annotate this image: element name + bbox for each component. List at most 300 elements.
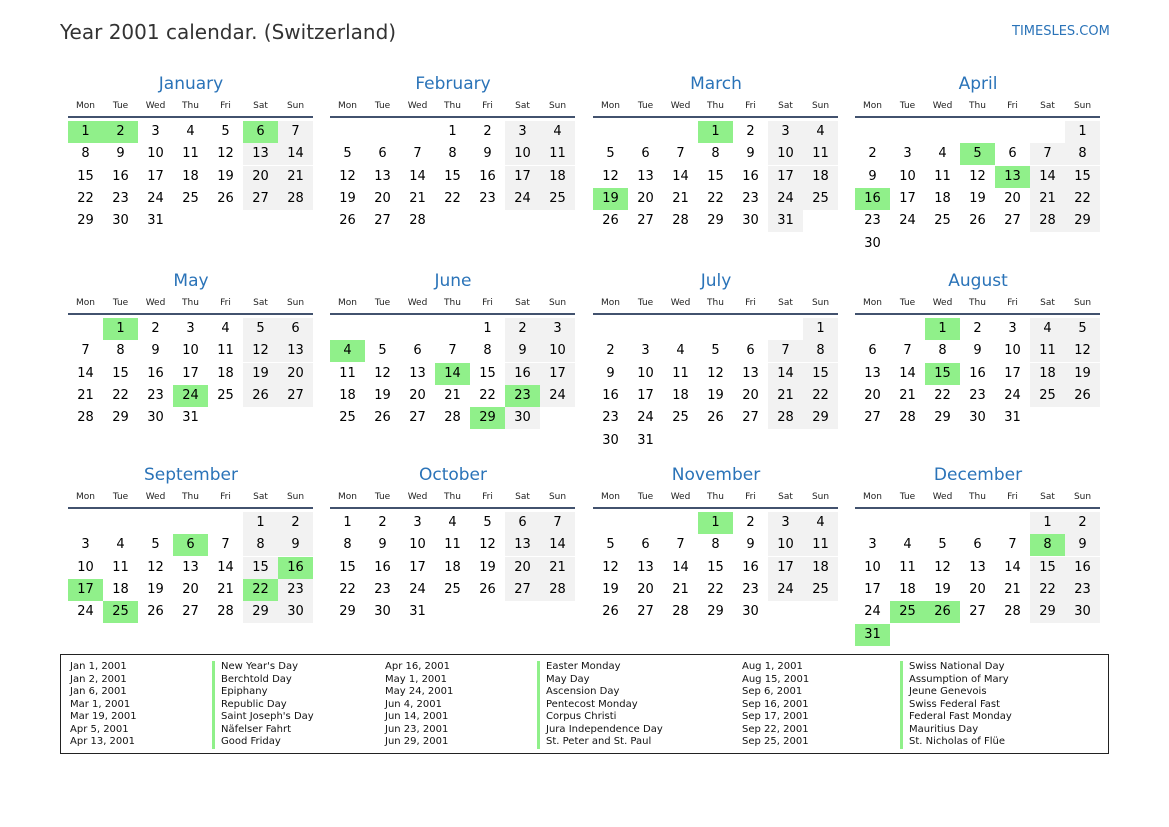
day-cell[interactable]: 10: [77, 559, 94, 575]
day-cell[interactable]: 31: [182, 410, 199, 426]
day-cell[interactable]: 4: [1030, 318, 1065, 340]
day-cell[interactable]: 27: [637, 213, 654, 229]
day-cell[interactable]: 9: [116, 146, 125, 162]
day-cell[interactable]: 2: [1065, 512, 1100, 534]
day-cell[interactable]: 21: [768, 385, 803, 407]
day-cell[interactable]: 26: [374, 410, 391, 426]
day-cell[interactable]: 26: [243, 385, 278, 407]
day-cell[interactable]: 23: [1065, 579, 1100, 601]
day-cell[interactable]: 8: [483, 343, 492, 359]
day-cell[interactable]: 21: [672, 581, 689, 597]
day-cell[interactable]: 20: [243, 166, 278, 188]
day-cell[interactable]: 12: [602, 559, 619, 575]
day-cell[interactable]: 7: [1008, 537, 1017, 553]
day-cell[interactable]: 20: [1004, 190, 1021, 206]
day-cell[interactable]: 23: [112, 190, 129, 206]
day-cell[interactable]: 15: [243, 557, 278, 579]
holiday-day-cell[interactable]: 1: [68, 121, 103, 143]
day-cell[interactable]: 6: [868, 343, 877, 359]
day-cell[interactable]: 20: [278, 363, 313, 385]
day-cell[interactable]: 22: [707, 190, 724, 206]
day-cell[interactable]: 28: [540, 579, 575, 601]
day-cell[interactable]: 10: [182, 343, 199, 359]
holiday-day-cell[interactable]: 25: [103, 601, 138, 623]
day-cell[interactable]: 11: [444, 537, 461, 553]
day-cell[interactable]: 20: [864, 387, 881, 403]
day-cell[interactable]: 26: [339, 213, 356, 229]
day-cell[interactable]: 7: [413, 146, 422, 162]
day-cell[interactable]: 18: [540, 166, 575, 188]
day-cell[interactable]: 5: [606, 146, 615, 162]
day-cell[interactable]: 10: [899, 168, 916, 184]
day-cell[interactable]: 27: [278, 385, 313, 407]
day-cell[interactable]: 10: [637, 365, 654, 381]
day-cell[interactable]: 8: [803, 340, 838, 362]
day-cell[interactable]: 8: [448, 146, 457, 162]
day-cell[interactable]: 9: [746, 537, 755, 553]
day-cell[interactable]: 17: [147, 168, 164, 184]
day-cell[interactable]: 10: [1004, 343, 1021, 359]
day-cell[interactable]: 16: [742, 168, 759, 184]
day-cell[interactable]: 9: [973, 343, 982, 359]
holiday-day-cell[interactable]: 8: [1030, 534, 1065, 556]
day-cell[interactable]: 2: [378, 515, 387, 530]
day-cell[interactable]: 27: [243, 188, 278, 210]
day-cell[interactable]: 30: [1065, 601, 1100, 623]
day-cell[interactable]: 26: [147, 604, 164, 620]
day-cell[interactable]: 14: [217, 559, 234, 575]
day-cell[interactable]: 30: [969, 410, 986, 426]
day-cell[interactable]: 22: [707, 581, 724, 597]
day-cell[interactable]: 23: [479, 190, 496, 206]
day-cell[interactable]: 2: [483, 124, 492, 139]
day-cell[interactable]: 1: [483, 321, 492, 336]
day-cell[interactable]: 15: [707, 559, 724, 575]
day-cell[interactable]: 6: [641, 537, 650, 553]
day-cell[interactable]: 29: [1030, 601, 1065, 623]
day-cell[interactable]: 3: [768, 512, 803, 534]
day-cell[interactable]: 22: [1030, 579, 1065, 601]
day-cell[interactable]: 24: [409, 581, 426, 597]
day-cell[interactable]: 16: [1065, 557, 1100, 579]
day-cell[interactable]: 4: [803, 121, 838, 143]
day-cell[interactable]: 25: [803, 579, 838, 601]
day-cell[interactable]: 18: [217, 365, 234, 381]
day-cell[interactable]: 20: [182, 581, 199, 597]
day-cell[interactable]: 27: [505, 579, 540, 601]
day-cell[interactable]: 19: [339, 190, 356, 206]
day-cell[interactable]: 18: [803, 166, 838, 188]
holiday-day-cell[interactable]: 1: [698, 121, 733, 143]
day-cell[interactable]: 25: [182, 190, 199, 206]
day-cell[interactable]: 12: [217, 146, 234, 162]
day-cell[interactable]: 20: [374, 190, 391, 206]
holiday-day-cell[interactable]: 15: [925, 363, 960, 385]
day-cell[interactable]: 17: [505, 166, 540, 188]
day-cell[interactable]: 7: [221, 537, 230, 553]
day-cell[interactable]: 17: [637, 387, 654, 403]
day-cell[interactable]: 23: [742, 190, 759, 206]
day-cell[interactable]: 5: [221, 124, 230, 139]
day-cell[interactable]: 3: [868, 537, 877, 553]
day-cell[interactable]: 11: [217, 343, 234, 359]
day-cell[interactable]: 16: [479, 168, 496, 184]
day-cell[interactable]: 29: [707, 604, 724, 620]
day-cell[interactable]: 5: [343, 146, 352, 162]
day-cell[interactable]: 9: [278, 534, 313, 556]
day-cell[interactable]: 17: [768, 557, 803, 579]
day-cell[interactable]: 3: [768, 121, 803, 143]
day-cell[interactable]: 28: [278, 188, 313, 210]
day-cell[interactable]: 20: [969, 581, 986, 597]
day-cell[interactable]: 10: [540, 340, 575, 362]
day-cell[interactable]: 11: [672, 365, 689, 381]
day-cell[interactable]: 15: [707, 168, 724, 184]
day-cell[interactable]: 27: [742, 410, 759, 426]
day-cell[interactable]: 1: [343, 515, 352, 530]
day-cell[interactable]: 3: [1008, 321, 1017, 336]
day-cell[interactable]: 23: [742, 581, 759, 597]
day-cell[interactable]: 17: [768, 166, 803, 188]
day-cell[interactable]: 28: [672, 604, 689, 620]
day-cell[interactable]: 30: [742, 213, 759, 229]
day-cell[interactable]: 13: [505, 534, 540, 556]
day-cell[interactable]: 21: [217, 581, 234, 597]
day-cell[interactable]: 13: [864, 365, 881, 381]
day-cell[interactable]: 10: [768, 534, 803, 556]
day-cell[interactable]: 2: [278, 512, 313, 534]
day-cell[interactable]: 18: [339, 387, 356, 403]
day-cell[interactable]: 13: [742, 365, 759, 381]
day-cell[interactable]: 21: [899, 387, 916, 403]
day-cell[interactable]: 20: [409, 387, 426, 403]
day-cell[interactable]: 3: [540, 318, 575, 340]
day-cell[interactable]: 14: [672, 168, 689, 184]
day-cell[interactable]: 28: [899, 410, 916, 426]
day-cell[interactable]: 24: [768, 188, 803, 210]
day-cell[interactable]: 18: [112, 581, 129, 597]
holiday-day-cell[interactable]: 31: [855, 624, 890, 646]
day-cell[interactable]: 28: [1030, 210, 1065, 232]
day-cell[interactable]: 17: [182, 365, 199, 381]
day-cell[interactable]: 3: [151, 124, 160, 139]
day-cell[interactable]: 13: [243, 143, 278, 165]
holiday-day-cell[interactable]: 17: [68, 579, 103, 601]
day-cell[interactable]: 19: [1065, 363, 1100, 385]
day-cell[interactable]: 14: [1004, 559, 1021, 575]
day-cell[interactable]: 4: [448, 515, 457, 530]
day-cell[interactable]: 3: [186, 321, 195, 336]
day-cell[interactable]: 25: [934, 213, 951, 229]
day-cell[interactable]: 17: [540, 363, 575, 385]
day-cell[interactable]: 9: [1065, 534, 1100, 556]
day-cell[interactable]: 24: [540, 385, 575, 407]
day-cell[interactable]: 2: [973, 321, 982, 336]
day-cell[interactable]: 26: [602, 213, 619, 229]
day-cell[interactable]: 28: [1004, 604, 1021, 620]
day-cell[interactable]: 13: [637, 559, 654, 575]
day-cell[interactable]: 5: [483, 515, 492, 530]
day-cell[interactable]: 4: [938, 146, 947, 162]
day-cell[interactable]: 30: [602, 432, 619, 448]
day-cell[interactable]: 18: [803, 557, 838, 579]
day-cell[interactable]: 12: [1065, 340, 1100, 362]
day-cell[interactable]: 27: [864, 410, 881, 426]
holiday-day-cell[interactable]: 2: [103, 121, 138, 143]
holiday-day-cell[interactable]: 16: [278, 557, 313, 579]
day-cell[interactable]: 12: [243, 340, 278, 362]
day-cell[interactable]: 16: [374, 559, 391, 575]
day-cell[interactable]: 14: [540, 534, 575, 556]
day-cell[interactable]: 24: [147, 190, 164, 206]
day-cell[interactable]: 2: [606, 343, 615, 359]
day-cell[interactable]: 16: [602, 387, 619, 403]
day-cell[interactable]: 11: [803, 534, 838, 556]
day-cell[interactable]: 28: [77, 410, 94, 426]
day-cell[interactable]: 25: [339, 410, 356, 426]
day-cell[interactable]: 7: [903, 343, 912, 359]
day-cell[interactable]: 11: [899, 559, 916, 575]
day-cell[interactable]: 19: [243, 363, 278, 385]
day-cell[interactable]: 15: [479, 365, 496, 381]
day-cell[interactable]: 31: [147, 213, 164, 229]
day-cell[interactable]: 10: [864, 559, 881, 575]
day-cell[interactable]: 16: [147, 365, 164, 381]
day-cell[interactable]: 30: [147, 410, 164, 426]
day-cell[interactable]: 19: [602, 581, 619, 597]
day-cell[interactable]: 24: [1004, 387, 1021, 403]
day-cell[interactable]: 2: [505, 318, 540, 340]
day-cell[interactable]: 6: [1008, 146, 1017, 162]
day-cell[interactable]: 7: [540, 512, 575, 534]
day-cell[interactable]: 27: [182, 604, 199, 620]
day-cell[interactable]: 15: [112, 365, 129, 381]
day-cell[interactable]: 21: [444, 387, 461, 403]
day-cell[interactable]: 3: [903, 146, 912, 162]
day-cell[interactable]: 6: [746, 343, 755, 359]
day-cell[interactable]: 3: [81, 537, 90, 553]
day-cell[interactable]: 18: [934, 190, 951, 206]
day-cell[interactable]: 20: [742, 387, 759, 403]
day-cell[interactable]: 15: [1065, 166, 1100, 188]
day-cell[interactable]: 7: [1030, 143, 1065, 165]
day-cell[interactable]: 1: [1030, 512, 1065, 534]
day-cell[interactable]: 23: [602, 410, 619, 426]
day-cell[interactable]: 6: [973, 537, 982, 553]
day-cell[interactable]: 23: [278, 579, 313, 601]
day-cell[interactable]: 31: [1004, 410, 1021, 426]
day-cell[interactable]: 15: [444, 168, 461, 184]
day-cell[interactable]: 30: [864, 235, 881, 251]
day-cell[interactable]: 21: [1030, 188, 1065, 210]
day-cell[interactable]: 19: [374, 387, 391, 403]
day-cell[interactable]: 25: [444, 581, 461, 597]
day-cell[interactable]: 29: [112, 410, 129, 426]
day-cell[interactable]: 10: [505, 143, 540, 165]
holiday-day-cell[interactable]: 13: [995, 166, 1030, 188]
day-cell[interactable]: 4: [676, 343, 685, 359]
day-cell[interactable]: 24: [77, 604, 94, 620]
holiday-day-cell[interactable]: 19: [593, 188, 628, 210]
day-cell[interactable]: 20: [637, 581, 654, 597]
day-cell[interactable]: 7: [676, 146, 685, 162]
day-cell[interactable]: 7: [81, 343, 90, 359]
day-cell[interactable]: 18: [672, 387, 689, 403]
day-cell[interactable]: 24: [864, 604, 881, 620]
day-cell[interactable]: 28: [409, 213, 426, 229]
day-cell[interactable]: 1: [448, 124, 457, 139]
holiday-day-cell[interactable]: 1: [103, 318, 138, 340]
day-cell[interactable]: 25: [672, 410, 689, 426]
holiday-day-cell[interactable]: 25: [890, 601, 925, 623]
day-cell[interactable]: 9: [483, 146, 492, 162]
day-cell[interactable]: 19: [707, 387, 724, 403]
day-cell[interactable]: 25: [803, 188, 838, 210]
day-cell[interactable]: 25: [217, 387, 234, 403]
day-cell[interactable]: 19: [479, 559, 496, 575]
day-cell[interactable]: 22: [444, 190, 461, 206]
day-cell[interactable]: 4: [803, 512, 838, 534]
holiday-day-cell[interactable]: 6: [173, 534, 208, 556]
day-cell[interactable]: 7: [768, 340, 803, 362]
day-cell[interactable]: 27: [374, 213, 391, 229]
day-cell[interactable]: 16: [969, 365, 986, 381]
day-cell[interactable]: 10: [768, 143, 803, 165]
day-cell[interactable]: 6: [505, 512, 540, 534]
day-cell[interactable]: 21: [1004, 581, 1021, 597]
day-cell[interactable]: 22: [77, 190, 94, 206]
day-cell[interactable]: 19: [934, 581, 951, 597]
day-cell[interactable]: 24: [637, 410, 654, 426]
holiday-day-cell[interactable]: 26: [925, 601, 960, 623]
day-cell[interactable]: 29: [707, 213, 724, 229]
day-cell[interactable]: 9: [868, 168, 877, 184]
day-cell[interactable]: 13: [409, 365, 426, 381]
day-cell[interactable]: 14: [672, 559, 689, 575]
day-cell[interactable]: 11: [934, 168, 951, 184]
day-cell[interactable]: 11: [803, 143, 838, 165]
day-cell[interactable]: 4: [186, 124, 195, 139]
day-cell[interactable]: 29: [1065, 210, 1100, 232]
day-cell[interactable]: 23: [864, 213, 881, 229]
day-cell[interactable]: 29: [243, 601, 278, 623]
day-cell[interactable]: 3: [641, 343, 650, 359]
day-cell[interactable]: 31: [768, 210, 803, 232]
day-cell[interactable]: 17: [409, 559, 426, 575]
day-cell[interactable]: 21: [540, 557, 575, 579]
day-cell[interactable]: 9: [746, 146, 755, 162]
day-cell[interactable]: 6: [378, 146, 387, 162]
day-cell[interactable]: 6: [641, 146, 650, 162]
day-cell[interactable]: 13: [278, 340, 313, 362]
day-cell[interactable]: 12: [374, 365, 391, 381]
day-cell[interactable]: 21: [77, 387, 94, 403]
day-cell[interactable]: 11: [112, 559, 129, 575]
day-cell[interactable]: 12: [479, 537, 496, 553]
day-cell[interactable]: 10: [409, 537, 426, 553]
day-cell[interactable]: 14: [77, 365, 94, 381]
day-cell[interactable]: 9: [151, 343, 160, 359]
day-cell[interactable]: 5: [938, 537, 947, 553]
day-cell[interactable]: 24: [768, 579, 803, 601]
day-cell[interactable]: 30: [112, 213, 129, 229]
day-cell[interactable]: 26: [1065, 385, 1100, 407]
day-cell[interactable]: 25: [1030, 385, 1065, 407]
day-cell[interactable]: 8: [711, 146, 720, 162]
day-cell[interactable]: 10: [147, 146, 164, 162]
day-cell[interactable]: 14: [768, 363, 803, 385]
day-cell[interactable]: 12: [707, 365, 724, 381]
day-cell[interactable]: 19: [147, 581, 164, 597]
day-cell[interactable]: 16: [112, 168, 129, 184]
day-cell[interactable]: 26: [969, 213, 986, 229]
day-cell[interactable]: 1: [243, 512, 278, 534]
day-cell[interactable]: 22: [803, 385, 838, 407]
day-cell[interactable]: 2: [746, 515, 755, 530]
day-cell[interactable]: 30: [742, 604, 759, 620]
day-cell[interactable]: 5: [606, 537, 615, 553]
day-cell[interactable]: 8: [343, 537, 352, 553]
day-cell[interactable]: 28: [672, 213, 689, 229]
day-cell[interactable]: 18: [1030, 363, 1065, 385]
holiday-day-cell[interactable]: 29: [470, 407, 505, 429]
day-cell[interactable]: 6: [278, 318, 313, 340]
day-cell[interactable]: 11: [339, 365, 356, 381]
holiday-day-cell[interactable]: 16: [855, 188, 890, 210]
day-cell[interactable]: 21: [672, 190, 689, 206]
day-cell[interactable]: 5: [1065, 318, 1100, 340]
day-cell[interactable]: 23: [969, 387, 986, 403]
day-cell[interactable]: 17: [899, 190, 916, 206]
day-cell[interactable]: 2: [746, 124, 755, 139]
day-cell[interactable]: 30: [278, 601, 313, 623]
day-cell[interactable]: 8: [81, 146, 90, 162]
day-cell[interactable]: 26: [217, 190, 234, 206]
day-cell[interactable]: 23: [147, 387, 164, 403]
day-cell[interactable]: 20: [637, 190, 654, 206]
day-cell[interactable]: 23: [374, 581, 391, 597]
day-cell[interactable]: 30: [505, 407, 540, 429]
day-cell[interactable]: 8: [243, 534, 278, 556]
day-cell[interactable]: 15: [1030, 557, 1065, 579]
day-cell[interactable]: 28: [768, 407, 803, 429]
day-cell[interactable]: 7: [278, 121, 313, 143]
day-cell[interactable]: 29: [803, 407, 838, 429]
day-cell[interactable]: 8: [938, 343, 947, 359]
day-cell[interactable]: 11: [182, 146, 199, 162]
day-cell[interactable]: 1: [803, 318, 838, 340]
day-cell[interactable]: 18: [182, 168, 199, 184]
day-cell[interactable]: 9: [505, 340, 540, 362]
day-cell[interactable]: 29: [934, 410, 951, 426]
day-cell[interactable]: 12: [934, 559, 951, 575]
day-cell[interactable]: 5: [378, 343, 387, 359]
holiday-day-cell[interactable]: 14: [435, 363, 470, 385]
day-cell[interactable]: 15: [339, 559, 356, 575]
holiday-day-cell[interactable]: 23: [505, 385, 540, 407]
day-cell[interactable]: 5: [243, 318, 278, 340]
day-cell[interactable]: 13: [182, 559, 199, 575]
day-cell[interactable]: 22: [339, 581, 356, 597]
holiday-day-cell[interactable]: 24: [173, 385, 208, 407]
day-cell[interactable]: 28: [217, 604, 234, 620]
day-cell[interactable]: 4: [903, 537, 912, 553]
day-cell[interactable]: 12: [147, 559, 164, 575]
day-cell[interactable]: 3: [505, 121, 540, 143]
day-cell[interactable]: 30: [374, 604, 391, 620]
day-cell[interactable]: 9: [606, 365, 615, 381]
day-cell[interactable]: 3: [413, 515, 422, 530]
